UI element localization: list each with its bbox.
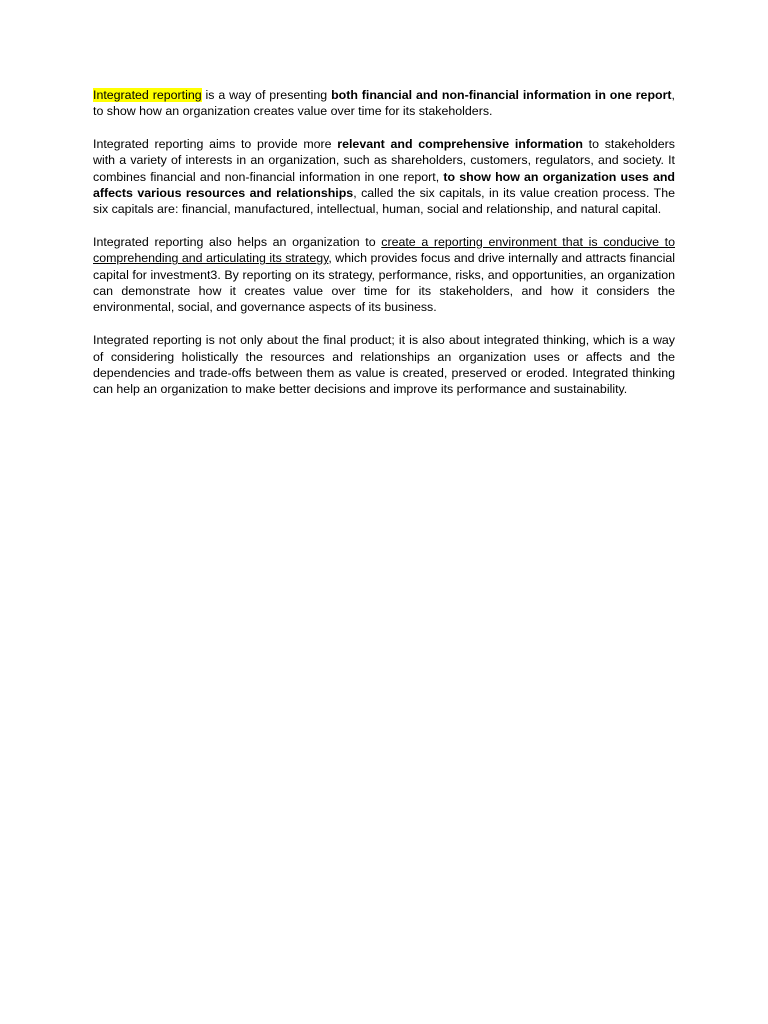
highlighted-term: Integrated reporting	[93, 88, 202, 102]
text-span: Integrated reporting also helps an organization to	[93, 235, 382, 250]
paragraph-4	[93, 332, 675, 397]
text-span: , which provides focus and drive internally and attracts financial capital for investment3. By reporting on its strategy, performance, risks, and opportunities, an organization can demonstrate how it creates value over time for its stakeholders, and how it considers the environmental, social, and governance aspects of its business.	[93, 251, 675, 315]
text-span: to stakeholders with a variety of interests in an organization, such as shareholders, customers, regulators, and society. It combines financial and non-financial information in one report,	[93, 137, 675, 184]
bold-text: both financial and non-financial information in one report	[331, 88, 672, 102]
bold-text: relevant and comprehensive information	[337, 137, 583, 152]
text-span: , to show how an organization creates value over time for its stakeholders.	[93, 88, 675, 119]
bold-text: to show how an organization uses and affects various resources and relationships	[93, 169, 675, 201]
paragraph-2	[93, 136, 675, 218]
text-span: is a way of presenting	[201, 88, 332, 102]
text-span: Integrated reporting aims to provide more	[93, 137, 338, 152]
paragraph-3	[93, 234, 675, 316]
text-span: , called the six capitals, in its value creation process. The six capitals are: financial, manufactured, intellectual, human, social and relationship, and natural capital.	[93, 186, 675, 217]
paragraph-1	[93, 87, 675, 120]
document-body	[93, 87, 675, 398]
text-span: Integrated reporting is not only about the final product; it is also about integrated thinking, which is a way of considering holistically the resources and relationships an organization uses or affects and the dependencies and trade-offs between them as value is created, preserved or eroded. Integrated thinking can help an organization to make better decisions and improve its performance and sustainability.	[93, 333, 675, 397]
underlined-text: create a reporting environment that is conducive to comprehending and articulating its strategy	[93, 235, 675, 266]
